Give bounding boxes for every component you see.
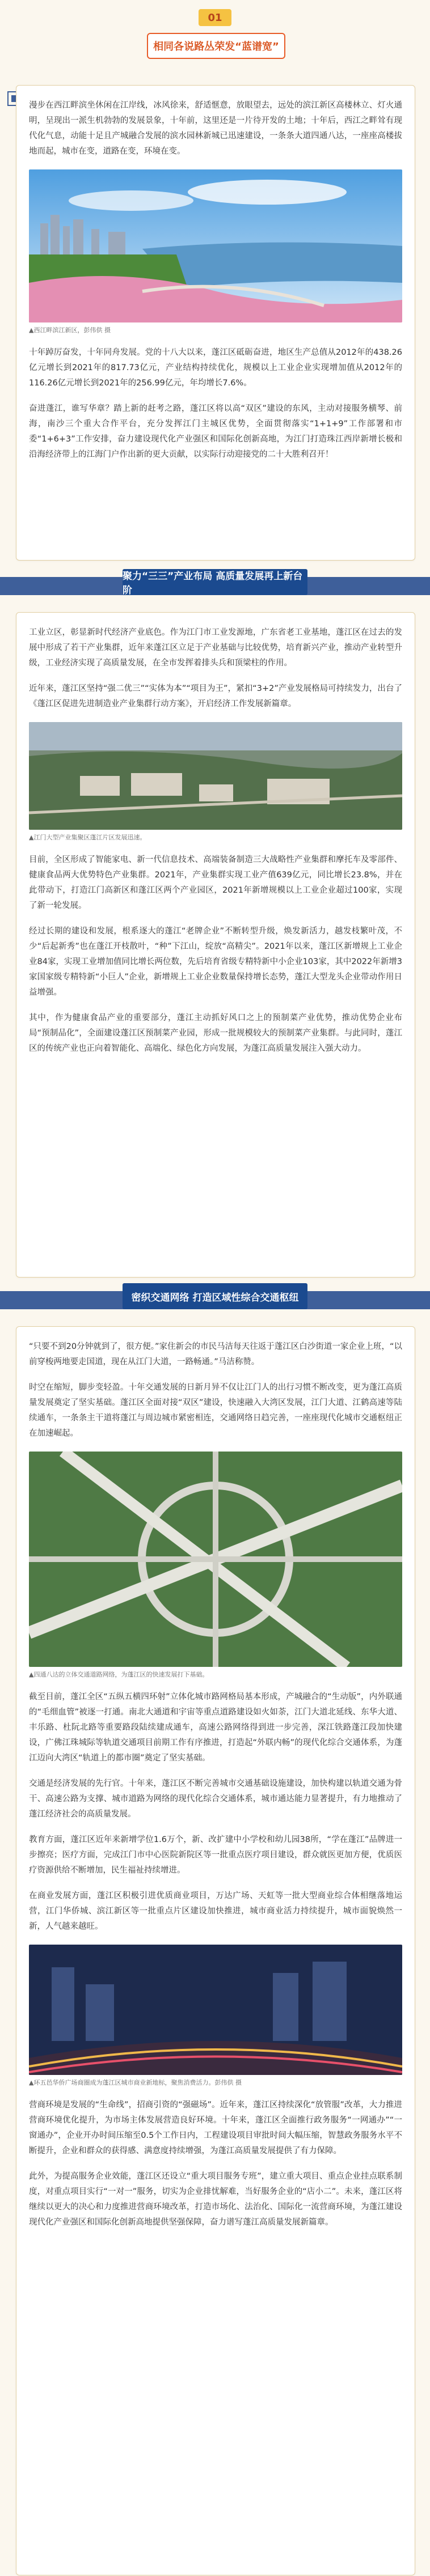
- banner-title: 密织交通网络 打造区域性综合交通枢纽: [123, 1283, 307, 1309]
- industrial-zone-caption: ▲江门大型产业集聚区蓬江片区发展迅速。: [29, 834, 146, 841]
- transport-paragraph-7: 营商环境是发展的“生命线”，招商引资的“强磁场”。近年来，蓬江区持续深化“放管服”改革，大力推进营商环境优化提升，为市场主体发展营造良好环境。十年来，蓬江区全面推行政务服务“一网通办”“一窗通办”，企业开办时间压缩至0.5个工作日内，工程建设项目审批时间大幅压缩，智慧政务服务水平不断提升，企业和群众的获得感、满意度持续增强，为蓬江高质量发展提供了有力保障。: [29, 2100, 402, 2155]
- industry-paragraph-2: 近年来，蓬江区坚持“强二优三”“实体为本”“项目为王”，紧扣“3+2”产业发展格局可持续发力，出台了《蓬江区促进先进制造业产业集群行动方案》，开启经济工作发展新篇章。: [29, 684, 402, 708]
- section-title: 相同各说路丛荣发“蓝谱宽”: [147, 33, 285, 59]
- intro-card: [16, 85, 415, 561]
- transport-paragraph-2: 时空在缩短，脚步变轻盈。十年交通发展的日新月异不仅让江门人的出行习惯不断改变，更为蓬江高质量发展奠定了坚实基础。蓬江区全面对接“双区”建设，快速融入大湾区发展，江门大道、江鹤高速等陆续通车，一条条主干道将蓬江与周边城市紧密相连，交通网络日趋完善，一座座现代化城市交通枢纽正在加速崛起。: [29, 1383, 402, 1438]
- intro-paragraph-3: 奋进蓬江，谁写华章？踏上新的赶考之路，蓬江区将以高“双区”建设的东风，主动对接服务横琴、前海，南沙三个重大合作平台，充分发挥江门主城区优势，全面贯彻落实“1+1+9”工作部署和市委“1+6+3”工作安排，奋力建设现代化产业强区和国际化创新高地，为江门打造珠江西岸新增长极和沿海经济带上的江海门户作出新的更大贡献，以实际行动迎接党的二十大胜利召开！: [29, 404, 402, 459]
- transport-paragraph-8: 此外，为提高服务企业效能，蓬江区还设立“重大项目服务专班”，建立重大项目、重点企业挂点联系制度，对重点项目实行“一对一”服务，切实为企业排忧解难，当好服务企业的“店小二”。未来，蓬江区将继续以更大的决心和力度推进营商环境改革，打造市场化、法治化、国际化一流营商环境，为蓬江建设现代化产业强区和国际化创新高地提供坚强保障，奋力谱写蓬江高质量发展新篇章。: [29, 2172, 402, 2227]
- transport-paragraph-5: 教育方面，蓬江区近年来新增学位1.6万个，新、改扩建中小学校和幼儿园38所，“学在蓬江”品牌进一步擦亮；医疗方面，完成江门市中心医院新院区等一批重点医疗项目建设，群众就医更加方便，优质医疗资源供给不断增加，民生福祉持续增进。: [29, 1835, 402, 1875]
- riverside-caption: ▲西江畔滨江新区，彭伟供 摄: [29, 326, 111, 334]
- interchange-photo: [29, 1452, 402, 1667]
- section-header: [0, 0, 430, 85]
- night-plaza-image: [29, 1945, 402, 2075]
- industrial-zone-photo: [29, 722, 402, 830]
- riverside-photo-image: [29, 169, 402, 322]
- industry-paragraph-5: 其中，作为健康食品产业的重要部分，蓬江主动抓好风口之上的预制菜产业优势，推动优势企业布局“预制品化”，全面建设蓬江区预制菜产业园，形成一批规模较大的预制菜产业集群。与此同时，蓬江区的传统产业也正向着智能化、高端化、绿色化方向发展，为蓬江高质量发展注入强大动力。: [29, 1013, 402, 1053]
- section-banner-industry: [0, 561, 430, 610]
- section-banner-transport: [0, 1275, 430, 1324]
- industrial-zone-image: [29, 722, 402, 830]
- industry-paragraph-3: 目前，全区形成了智能家电、新一代信息技术、高端装备制造三大战略性产业集群和摩托车及零部件、健康食品两大优势特色产业集群。2021年，产业集群实现工业产值639亿元，同比增长23.8%，并在此带动下，打造江门高新区和蓬江区两个产业园区，2021年新增规模以上工业企业超过100家，实现了新一轮发展。: [29, 855, 402, 910]
- industry-card: [16, 612, 415, 1278]
- interchange-image: [29, 1452, 402, 1667]
- night-plaza-photo: [29, 1945, 402, 2075]
- intro-paragraph-1: 漫步在西江畔滨坐休闲在江岸线，冰风徐来，舒适惬意，放眼望去，远处的滨江新区高楼林立、灯火通明，呈现出一派生机勃勃的发展景象，十年前，这里还是一片待开发的土地；十年后，西江之畔耸有现代化气息，动能十足且产城融合发展的滨水园林新城已迅速建设，一条条大道四通八达，一座座高楼拔地而起，城市在变，道路在变，环境在变。: [29, 101, 402, 156]
- transport-paragraph-6: 在商业发展方面，蓬江区积极引进优质商业项目，万达广场、天虹等一批大型商业综合体相继落地运营，江门华侨城、滨江新区等一批重点片区建设加快推进，城市商业活力持续提升，城市面貌焕然一新，人气越来越旺。: [29, 1891, 402, 1931]
- intro-paragraph-2: 十年踔厉奋发，十年同舟发展。党的十八大以来，蓬江区砥砺奋进，地区生产总值从2012年的438.26亿元增长到2021年的817.73亿元，产业结构持续优化，规模以上工业企业实现增加值从2012年的116.26亿元增长到2021年的256.99亿元，年均增长7.6%。: [29, 348, 402, 388]
- riverside-photo: [29, 169, 402, 322]
- banner-title: 聚力“三三”产业布局 高质量发展再上新台阶: [123, 569, 307, 595]
- transport-paragraph-3: 截至目前，蓬江全区“五纵五横四环射”立体化城市路网格局基本形成，产城融合的“生动版”，内外联通的“毛细血管”被逐一打通。南北大通道和宇宙等重点道路建设如火如荼，江门大道北延线、东华大道、丰乐路、杜阮北路等重要路段陆续建成通车，高速公路网络得到进一步完善，深江铁路蓬江段加快建设，广佛江珠城际等轨道交通项目前期工作有序推进，打造起“外联内畅”的现代化综合交通体系，为蓬江迈向大湾区“轨道上的都市圈”奠定了坚实基础。: [29, 1692, 402, 1763]
- industry-paragraph-4: 经过长期的建设和发展，根系逐大的蓬江“老牌企业”不断转型升级，焕发新活力，越发枝繁叶茂，不少“后起新秀”也在蓬江开枝散叶，“种”下江山，绽放“高精尖”。2021年以来，蓬江区新增规上工业企业84家，实现工业增加值同比增长两位数，先后培育省级专精特新中小企业103家，其中2022年新增3家国家级专精特新“小巨人”企业，新增规上工业企业数量保持增长态势，蓬江大型龙头企业带动作用日益增强。: [29, 927, 402, 997]
- transport-card: [16, 1326, 415, 2575]
- transport-paragraph-1: “只要不到20分钟就到了，很方便。”家住新会的市民马洁每天往返于蓬江区白沙街道一家企业上班，“以前穿梭两地要走国道，现在从江门大道，一路畅通。”马洁称赞。: [29, 1342, 402, 1366]
- section-number-badge: 01: [199, 9, 231, 26]
- industry-paragraph-1: 工业立区，彰显新时代经济产业底色。作为江门市工业发源地，广东省老工业基地，蓬江区在过去的发展中形成了若干产业集群，近年来蓬江区立足于产业基础与比较优势，培育新兴产业，推动产业转型升级，工业经济实现了高质量发展，在全市发挥着排头兵和顶梁柱的作用。: [29, 628, 402, 668]
- night-plaza-caption: ▲环五邑华侨广场商圈成为蓬江区城市商业新地标，聚焦消费活力。彭伟供 摄: [29, 2079, 242, 2086]
- transport-paragraph-4: 交通是经济发展的先行官。十年来，蓬江区不断完善城市交通基础设施建设，加快构建以轨道交通为骨干、高速公路为支撑、城市道路为网络的现代化综合交通体系，城市通达能力显著提升，有力地推动了蓬江经济社会的高质量发展。: [29, 1779, 402, 1819]
- interchange-caption: ▲四通八达的立体交通道路网络，为蓬江区的快速发展打下基础。: [29, 1671, 209, 1678]
